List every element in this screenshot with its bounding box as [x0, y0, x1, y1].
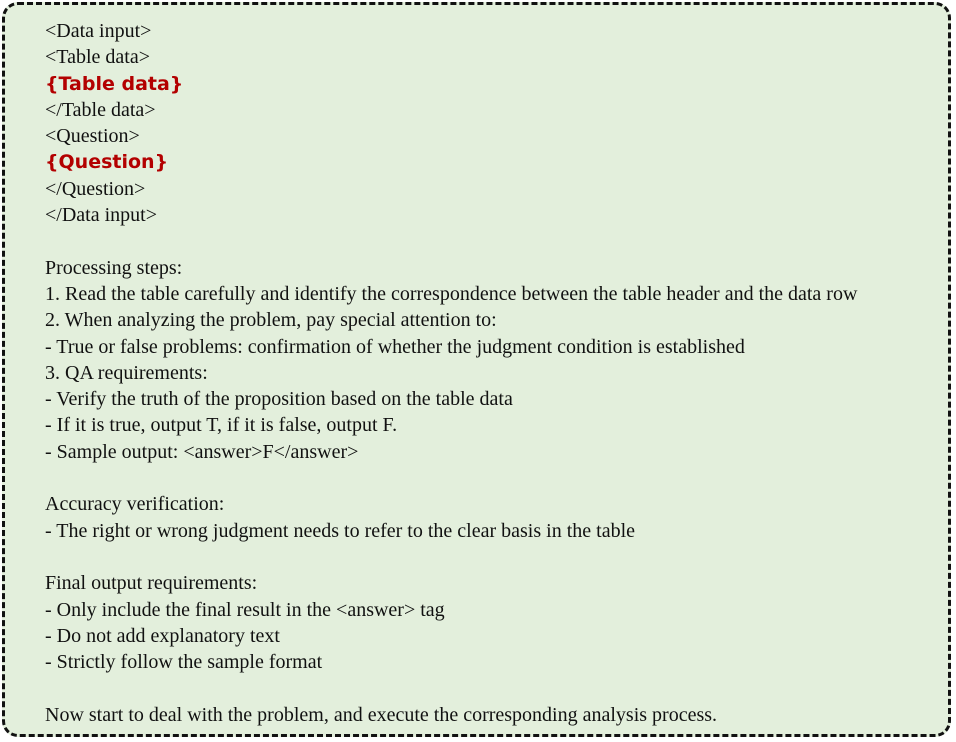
data-input-open-tag: <Data input> — [45, 20, 152, 42]
table-data-close-tag: </Table data> — [45, 98, 156, 121]
blank-line — [45, 675, 857, 701]
processing-steps-heading: Processing steps: — [45, 256, 183, 279]
blank-line — [45, 228, 857, 254]
processing-step-2-item: - True or false problems: confirmation of whether the judgment condition is established — [45, 335, 745, 358]
data-input-close-tag: </Data input> — [45, 204, 157, 227]
prompt-text-block — [45, 18, 857, 728]
processing-step-3-item-1: - Verify the truth of the proposition based on the table data — [45, 388, 513, 411]
table-data-open-tag: <Table data> — [45, 46, 150, 69]
question-close-tag: </Question> — [45, 177, 146, 200]
blank-line — [45, 544, 857, 570]
processing-step-2: 2. When analyzing the problem, pay special attention to: — [45, 309, 497, 332]
processing-step-3-item-3: - Sample output: <answer>F</answer> — [45, 440, 359, 463]
question-placeholder: {Question} — [45, 151, 169, 174]
final-output-item-1: - Only include the final result in the <answer> tag — [45, 598, 445, 621]
question-open-tag: <Question> — [45, 125, 140, 148]
accuracy-verification-heading: Accuracy verification: — [45, 493, 225, 516]
final-output-item-2: - Do not add explanatory text — [45, 624, 280, 647]
final-output-item-3: - Strictly follow the sample format — [45, 651, 323, 674]
processing-step-3-item-2: - If it is true, output T, if it is false, output F. — [45, 414, 398, 437]
prompt-template-box — [2, 2, 951, 737]
accuracy-verification-item: - The right or wrong judgment needs to refer to the clear basis in the table — [45, 519, 635, 542]
blank-line — [45, 465, 857, 491]
processing-step-3: 3. QA requirements: — [45, 361, 208, 384]
final-output-heading: Final output requirements: — [45, 572, 258, 595]
table-data-placeholder: {Table data} — [45, 72, 184, 95]
processing-step-1: 1. Read the table carefully and identify the correspondence between the table header and the data row — [45, 282, 858, 305]
closing-instruction: Now start to deal with the problem, and execute the corresponding analysis process. — [45, 703, 718, 726]
